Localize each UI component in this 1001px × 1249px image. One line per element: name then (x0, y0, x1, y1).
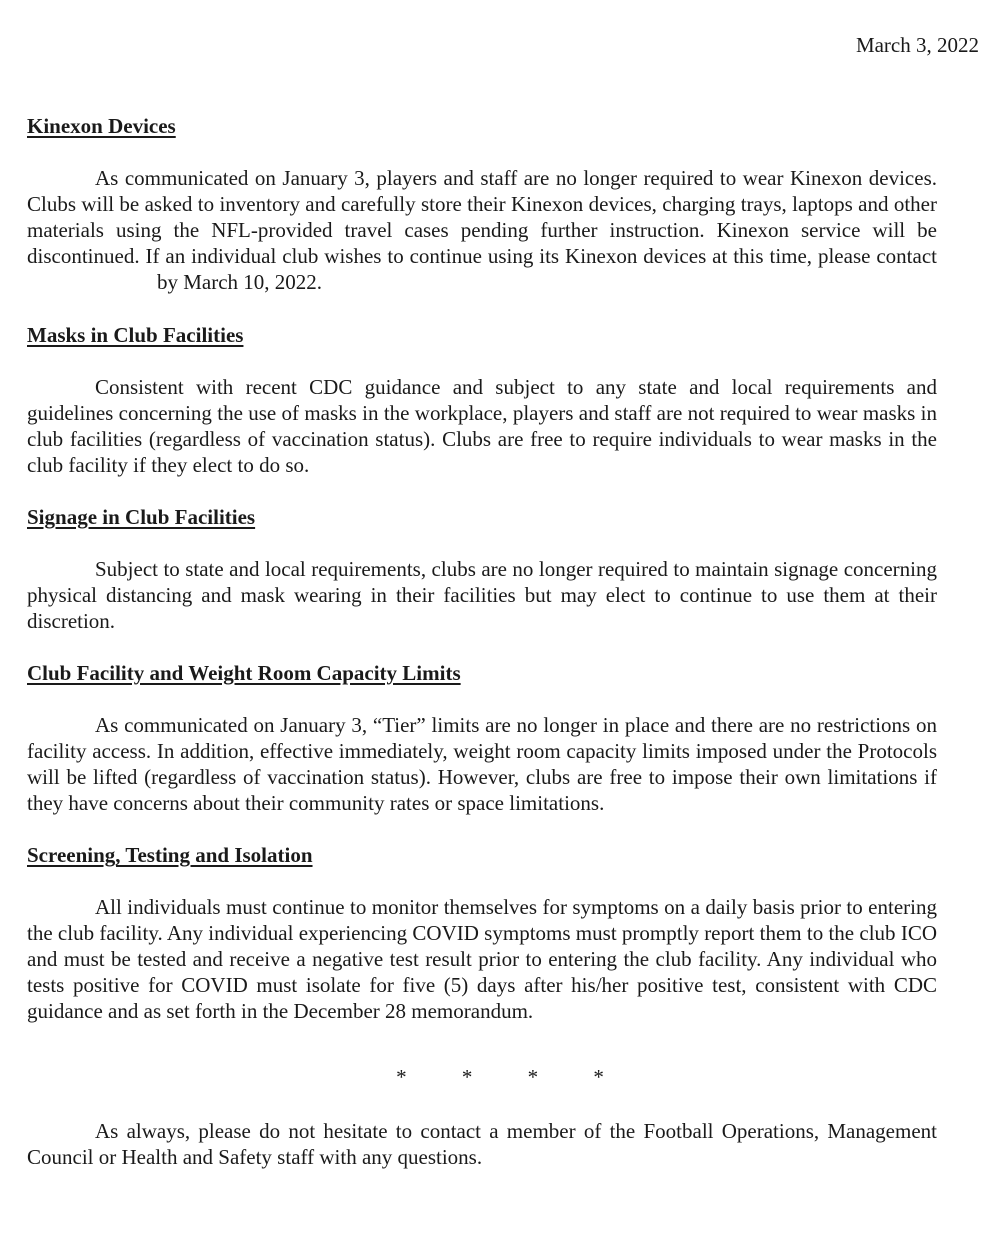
section-heading: Club Facility and Weight Room Capacity Limits (27, 661, 461, 685)
body-text-continued: by March 10, 2022. (157, 270, 323, 294)
section-heading: Screening, Testing and Isolation (27, 843, 313, 867)
section-signage (27, 504, 937, 634)
section-heading: Kinexon Devices (27, 114, 176, 138)
section-capacity-limits (27, 660, 937, 816)
section-body: Consistent with recent CDC guidance and subject to any state and local requirements and guidelines concerning the use of masks in the workplace, players and staff are not required to wear masks in club facilities (regardless of vaccination status). Clubs are free to require individuals to wear masks in the club facility if they elect to do so. (27, 375, 937, 477)
closing-paragraph: As always, please do not hesitate to contact a member of the Football Operations, Management Council or Health and Safety staff with any questions. (27, 1119, 937, 1169)
section-separator: * * * * (396, 1065, 605, 1089)
document-date: March 3, 2022 (855, 33, 979, 57)
section-screening-testing (27, 842, 937, 1024)
body-text: As communicated on January 3, players and staff are no longer required to wear Kinexon devices. Clubs will be asked to inventory and carefully store their Kinexon devices, charging trays, laptops and other materials using the NFL-provided travel cases pending further instruction. Kinexon service will be discontinued. If an individual club wishes to continue using its Kinexon devices at this time, please contact (27, 166, 937, 268)
section-body: As communicated on January 3, “Tier” limits are no longer in place and there are no restrictions on facility access. In addition, effective immediately, weight room capacity limits imposed under the Protocols will be lifted (regardless of vaccination status). However, clubs are free to impose their own limitations if they have concerns about their community rates or space limitations. (27, 713, 937, 815)
section-heading: Signage in Club Facilities (27, 505, 256, 529)
section-heading: Masks in Club Facilities (27, 323, 244, 347)
section-body: Subject to state and local requirements, clubs are no longer required to maintain signage concerning physical distancing and mask wearing in their facilities but may elect to continue to use them at their discretion. (27, 557, 937, 633)
section-body (27, 165, 937, 295)
section-kinexon-devices (27, 113, 937, 295)
section-body: All individuals must continue to monitor themselves for symptoms on a daily basis prior to entering the club facility. Any individual experiencing COVID symptoms must promptly report them to the club ICO and must be tested and receive a negative test result prior to entering the club facility. Any individual who tests positive for COVID must isolate for five (5) days after his/her positive test, consistent with CDC guidance and as set forth in the December 28 memorandum. (27, 895, 937, 1023)
section-masks (27, 322, 937, 478)
